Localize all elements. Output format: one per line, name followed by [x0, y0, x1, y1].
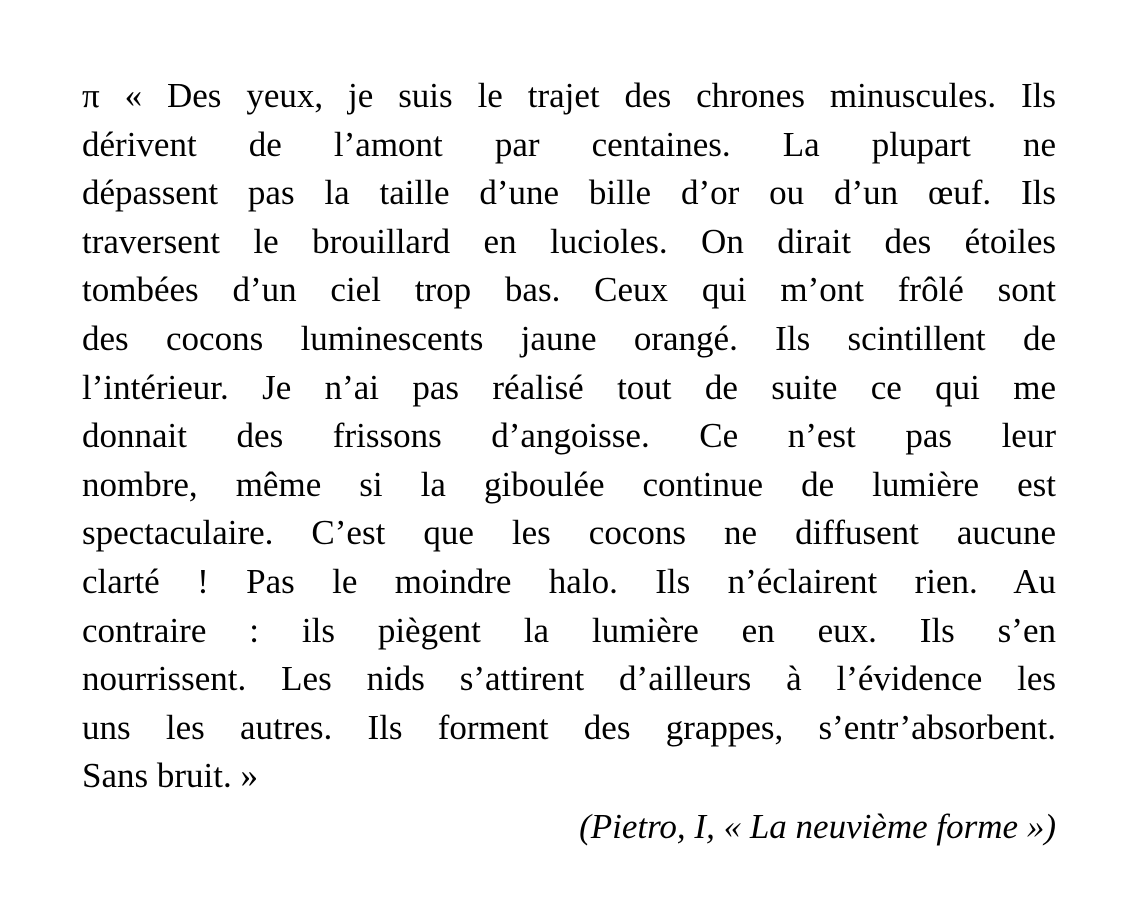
quote-line: traversent le brouillard en lucioles. On dirait des étoiles [82, 221, 1056, 261]
quote-line: donnait des frissons d’angoisse. Ce n’est pas leur [82, 416, 1056, 456]
quote-line: uns les autres. Ils forment des grappes, s’entr’absorbent. [82, 707, 1056, 747]
quote-line: spectaculaire. C’est que les cocons ne diffusent aucune [82, 513, 1056, 553]
quote-line: π « Des yeux, je suis le trajet des chrones minuscules. Ils [82, 76, 1056, 115]
quote-block [82, 72, 1056, 852]
quote-line: tombées d’un ciel trop bas. Ceux qui m’ont frôlé sont [82, 270, 1056, 310]
quote-line: contraire : ils piègent la lumière en eux. Ils s’en [82, 610, 1056, 650]
quote-line: clarté ! Pas le moindre halo. Ils n’éclairent rien. Au [82, 561, 1056, 601]
quote-line: nourrissent. Les nids s’attirent d’ailleurs à l’évidence les [82, 659, 1056, 699]
quote-line: Sans bruit. » [82, 756, 258, 796]
quote-line: des cocons luminescents jaune orangé. Ils scintillent de [82, 318, 1056, 358]
attribution: (Pietro, I, « La neuvième forme ») [579, 806, 1056, 846]
quote-line: nombre, même si la giboulée continue de lumière est [82, 464, 1056, 504]
quote-line: dépassent pas la taille d’une bille d’or ou d’un œuf. Ils [82, 173, 1056, 213]
quote-line: l’intérieur. Je n’ai pas réalisé tout de suite ce qui me [82, 367, 1056, 407]
quote-line: dérivent de l’amont par centaines. La plupart ne [82, 124, 1056, 164]
